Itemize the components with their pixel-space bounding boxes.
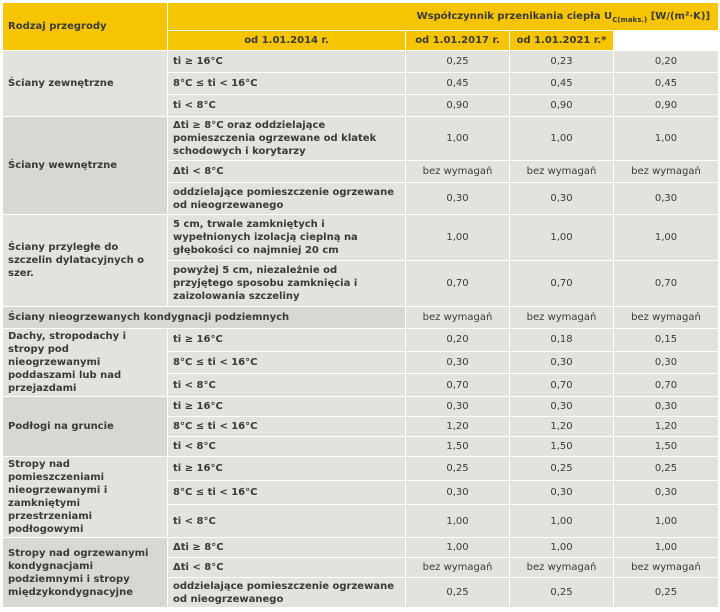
value-cell: bez wymagań	[510, 558, 614, 578]
condition: oddzielające pomieszczenie ogrzewane od nieogrzewanego	[168, 183, 406, 215]
value-cell: 1,20	[614, 417, 719, 437]
category-label: Ściany przyległe do szczelin dylatacyjnych o szer.	[3, 215, 168, 307]
value-cell: 0,15	[614, 329, 719, 352]
value-cell: 0,90	[614, 95, 719, 117]
value-cell: 1,00	[406, 215, 510, 261]
value-cell: 0,30	[406, 397, 510, 417]
value-cell: 1,20	[510, 417, 614, 437]
condition: Δti < 8°C	[168, 558, 406, 578]
value-cell: 0,90	[406, 95, 510, 117]
value-cell: bez wymagań	[510, 161, 614, 183]
condition: 5 cm, trwale zamkniętych i wypełnionych izolacją cieplną na głębokości co najmniej 20 cm	[168, 215, 406, 261]
value-cell: 0,45	[614, 73, 719, 95]
value-cell: 1,00	[510, 538, 614, 558]
value-cell: 0,25	[510, 457, 614, 481]
value-cell: 0,20	[406, 329, 510, 352]
value-cell: 0,30	[510, 351, 614, 374]
value-cell: 0,18	[510, 329, 614, 352]
value-cell: 1,00	[510, 505, 614, 538]
condition: 8°C ≤ ti < 16°C	[168, 351, 406, 374]
value-cell: bez wymagań	[614, 161, 719, 183]
condition: Δti < 8°C	[168, 161, 406, 183]
header-coefficient	[168, 3, 719, 31]
condition: ti < 8°C	[168, 437, 406, 457]
category-label: Dachy, stropodachy i stropy pod nieogrzewanymi poddaszami lub nad przejazdami	[3, 329, 168, 397]
condition: 8°C ≤ ti < 16°C	[168, 417, 406, 437]
value-cell: 0,20	[614, 51, 719, 73]
header-type: Rodzaj przegrody	[3, 3, 168, 51]
value-cell: 1,00	[614, 215, 719, 261]
condition: Δti ≥ 8°C oraz oddzielające pomieszczenia ogrzewane od klatek schodowych i korytarzy	[168, 117, 406, 161]
value-cell: 0,30	[614, 183, 719, 215]
value-cell: 0,25	[406, 578, 510, 608]
value-cell: 0,90	[510, 95, 614, 117]
value-cell: 0,30	[510, 397, 614, 417]
value-cell: 1,00	[614, 117, 719, 161]
value-cell: 0,70	[614, 261, 719, 307]
value-cell: 0,70	[614, 374, 719, 397]
condition: ti ≥ 16°C	[168, 457, 406, 481]
value-cell: 0,23	[510, 51, 614, 73]
category-label: Ściany nieogrzewanych kondygnacji podziemnych	[3, 307, 406, 329]
condition: 8°C ≤ ti < 16°C	[168, 73, 406, 95]
value-cell: bez wymagań	[510, 307, 614, 329]
value-cell: 0,70	[510, 374, 614, 397]
condition: ti ≥ 16°C	[168, 329, 406, 352]
category-label: Stropy nad ogrzewanymi kondygnacjami podziemnymi i stropy międzykondygnacyjne	[3, 538, 168, 608]
value-cell: bez wymagań	[406, 558, 510, 578]
value-cell: 0,30	[510, 183, 614, 215]
header-coefficient-sub: C(maks.)	[612, 16, 648, 24]
value-cell: 0,30	[614, 397, 719, 417]
value-cell: 0,30	[406, 351, 510, 374]
condition: ti ≥ 16°C	[168, 51, 406, 73]
header-year-2014: od 1.01.2014 r.	[168, 31, 406, 51]
condition: ti ≥ 16°C	[168, 397, 406, 417]
value-cell: 0,25	[614, 457, 719, 481]
value-cell: 0,45	[510, 73, 614, 95]
value-cell: 1,00	[406, 538, 510, 558]
value-cell: 0,30	[510, 481, 614, 505]
value-cell: 0,30	[406, 183, 510, 215]
condition: ti < 8°C	[168, 505, 406, 538]
value-cell: 0,25	[614, 578, 719, 608]
value-cell: bez wymagań	[406, 161, 510, 183]
value-cell: 0,25	[406, 51, 510, 73]
value-cell: 0,30	[614, 351, 719, 374]
value-cell: 1,00	[406, 505, 510, 538]
category-label: Stropy nad pomieszczeniami nieogrzewanymi i zamkniętymi przestrzeniami podłogowymi	[3, 457, 168, 538]
value-cell: 0,25	[406, 457, 510, 481]
value-cell: 1,00	[614, 538, 719, 558]
value-cell: bez wymagań	[406, 307, 510, 329]
u-coefficient-table	[2, 2, 719, 608]
header-coefficient-title: Współczynnik przenikania ciepła U	[416, 11, 613, 22]
value-cell: 0,45	[406, 73, 510, 95]
header-year-2021: od 1.01.2021 r.*	[510, 31, 614, 51]
category-label: Podłogi na gruncie	[3, 397, 168, 457]
value-cell: 1,20	[406, 417, 510, 437]
value-cell: bez wymagań	[614, 558, 719, 578]
header-year-2017: od 1.01.2017 r.	[406, 31, 510, 51]
value-cell: 1,50	[614, 437, 719, 457]
condition: Δti ≥ 8°C	[168, 538, 406, 558]
value-cell: 0,30	[406, 481, 510, 505]
condition: 8°C ≤ ti < 16°C	[168, 481, 406, 505]
value-cell: bez wymagań	[614, 307, 719, 329]
value-cell: 0,70	[510, 261, 614, 307]
value-cell: 0,70	[406, 261, 510, 307]
header-coefficient-unit: [W/(m²·K)]	[647, 11, 711, 22]
value-cell: 1,00	[510, 215, 614, 261]
value-cell: 0,30	[614, 481, 719, 505]
value-cell: 0,25	[510, 578, 614, 608]
value-cell: 1,00	[406, 117, 510, 161]
value-cell: 1,50	[510, 437, 614, 457]
value-cell: 1,00	[614, 505, 719, 538]
condition: ti < 8°C	[168, 95, 406, 117]
condition: ti < 8°C	[168, 374, 406, 397]
category-label: Ściany zewnętrzne	[3, 51, 168, 117]
value-cell: 1,50	[406, 437, 510, 457]
category-label: Ściany wewnętrzne	[3, 117, 168, 215]
condition: oddzielające pomieszczenie ogrzewane od nieogrzewanego	[168, 578, 406, 608]
condition: powyżej 5 cm, niezależnie od przyjętego sposobu zamknięcia i zaizolowania szczeliny	[168, 261, 406, 307]
value-cell: 0,70	[406, 374, 510, 397]
value-cell: 1,00	[510, 117, 614, 161]
